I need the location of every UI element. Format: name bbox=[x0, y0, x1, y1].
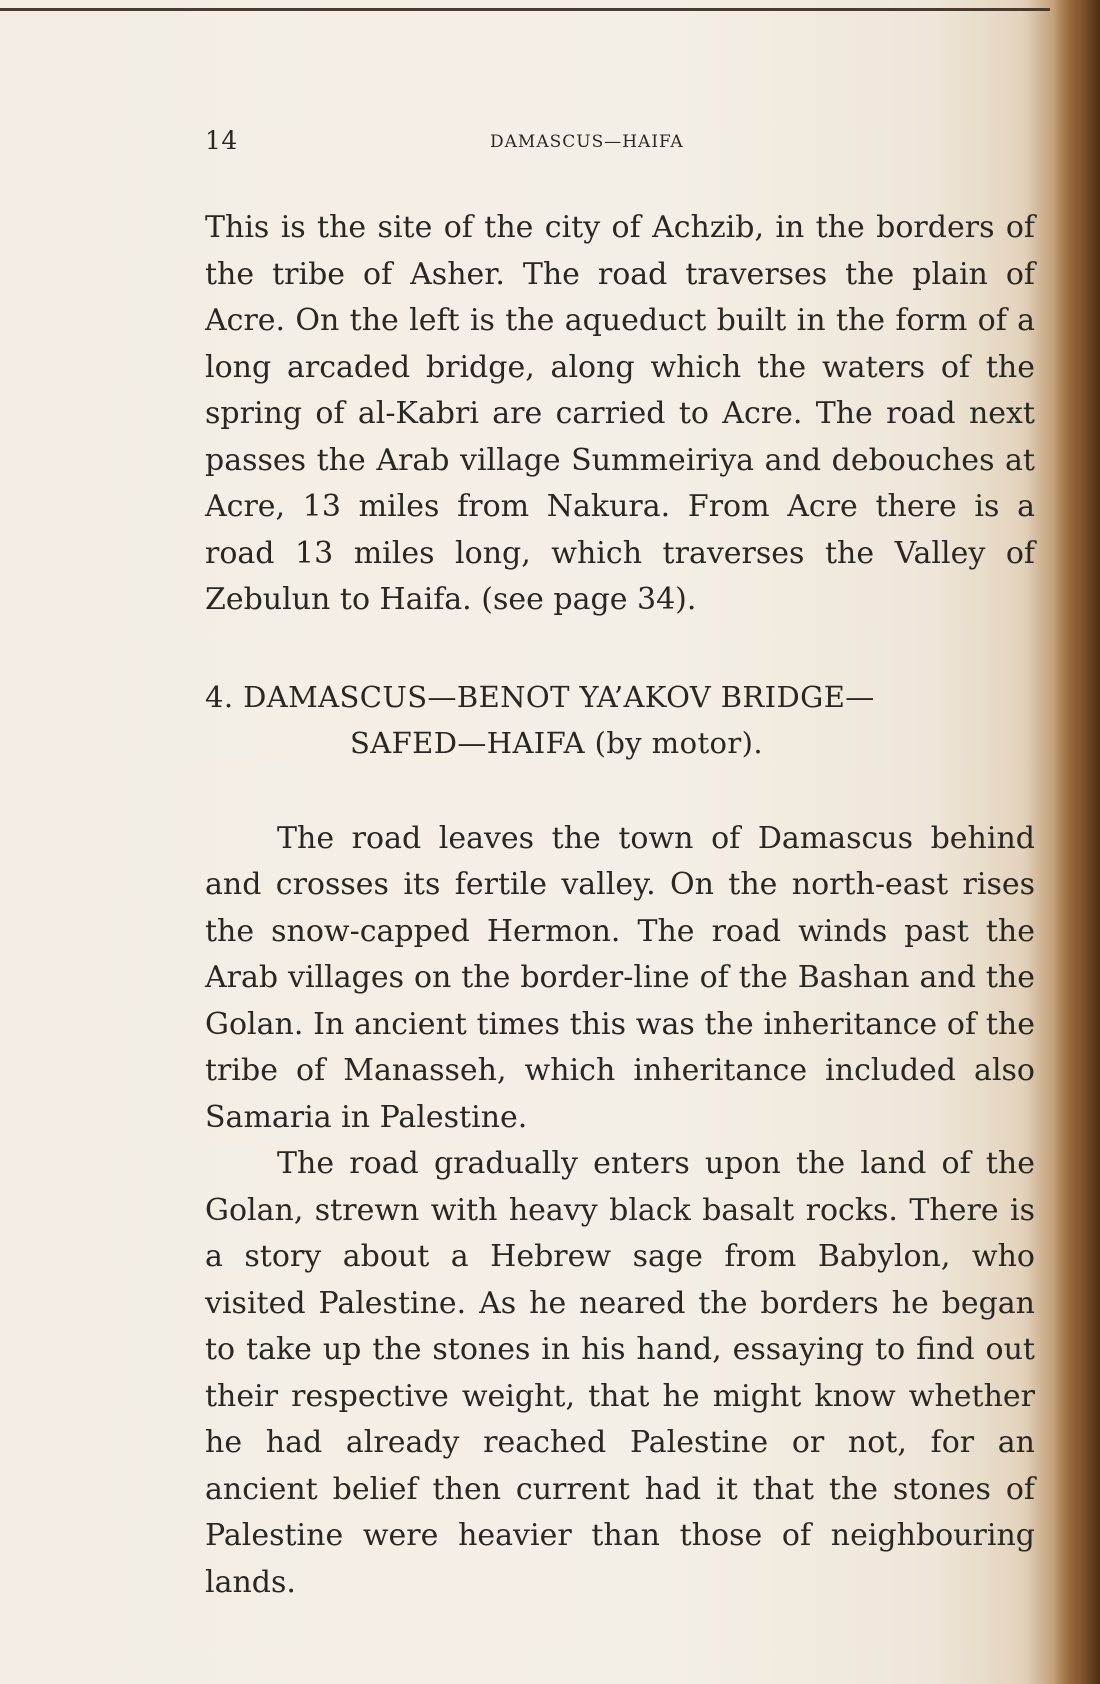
page-number: 14 bbox=[205, 126, 238, 155]
page-body bbox=[205, 205, 1035, 1606]
book-spine-shadow bbox=[1054, 0, 1100, 1684]
section-paragraph-1: The road leaves the town of Damascus behind and crosses its fertile valley. On the north-east rises the snow-capped Hermon. The road winds past the Arab villages on the border-line of the Bashan and the Golan. In ancient times this was the inheritance of the tribe of Manasseh, which inheritance included also Samaria in Palestine. bbox=[205, 820, 1035, 1135]
running-head bbox=[205, 126, 1035, 158]
running-head-title: DAMASCUS—HAIFA bbox=[490, 132, 684, 152]
section-paragraph-2: The road gradually enters upon the land of the Golan, strewn with heavy black basalt rocks. There is a story about a Hebrew sage from Babylon, who visited Palestine. As he neared the borders he began to take up the stones in his hand, essaying to find out their respective weight, that he might know whether he had already reached Palestine or not, for an ancient belief then current had it that the stones of Palestine were heavier than those of neighbouring lands. bbox=[205, 1146, 1035, 1600]
section-heading-line-1: 4. DAMASCUS—BENOT YA’AKOV BRIDGE— bbox=[205, 679, 875, 714]
section-heading-line-2: SAFED—HAIFA (by motor). bbox=[350, 725, 763, 760]
section-heading bbox=[205, 674, 1035, 766]
intro-paragraph: This is the site of the city of Achzib, in the borders of the tribe of Asher. The road traverses the plain of Acre. On the left is the aqueduct built in the form of a long arcaded bridge, along which the waters of the spring of al-Kabri are carried to Acre. The road next passes the Arab village Summeiriya and debouches at Acre, 13 miles from Nakura. From Acre there is a road 13 miles long, which traverses the Valley of Zebulun to Haifa. (see page 34). bbox=[205, 210, 1035, 617]
top-edge-rule bbox=[0, 8, 1050, 11]
